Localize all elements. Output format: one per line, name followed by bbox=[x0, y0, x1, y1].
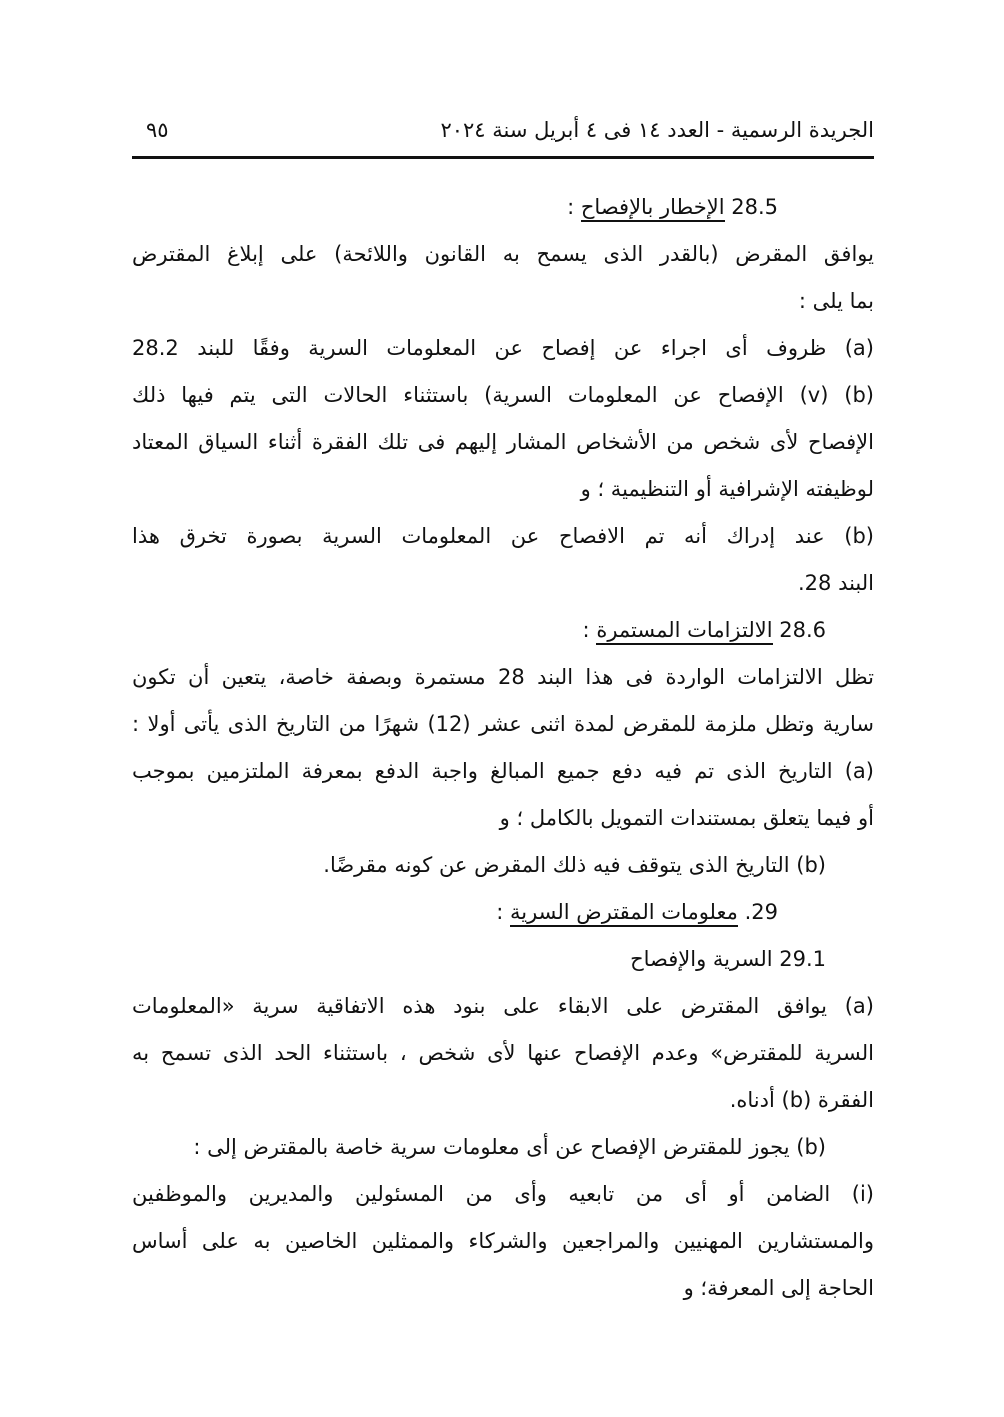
clause-line: (b) (v) الإفصاح عن المعلومات السرية) باستثناء الحالات التى يتم فيها ذلك bbox=[132, 383, 874, 407]
clause-line: (a) ظروف أى اجراء عن إفصاح عن المعلومات السرية وفقًا للبند 28.2 bbox=[132, 336, 874, 360]
paragraph-line: أو فيما يتعلق بمستندات التمويل بالكامل ؛ و bbox=[499, 806, 874, 830]
section-heading-28-5 bbox=[132, 184, 874, 231]
section-title: معلومات المقترض السرية bbox=[510, 900, 738, 927]
section-colon: : bbox=[582, 618, 590, 642]
paragraph-line: البند 28. bbox=[797, 571, 874, 595]
paragraph-line: يوافق المقرض (بالقدر الذى يسمح به القانون واللائحة) على إبلاغ المقترض bbox=[132, 242, 874, 266]
paragraph-line: الفقرة (b) أدناه. bbox=[729, 1088, 874, 1112]
document-body bbox=[132, 184, 874, 1312]
header-divider bbox=[132, 156, 874, 159]
paragraph-line: الحاجة إلى المعرفة؛ و bbox=[683, 1276, 874, 1300]
section-number: 29. bbox=[744, 900, 778, 924]
section-title: الالتزامات المستمرة bbox=[596, 618, 772, 645]
paragraph-line: بما يلى : bbox=[798, 289, 874, 313]
clause-line: (b) التاريخ الذى يتوقف فيه ذلك المقرض عن كونه مقرضًا. bbox=[323, 853, 826, 877]
section-colon: : bbox=[567, 195, 575, 219]
gazette-title: الجريدة الرسمية - العدد ١٤ فى ٤ أبريل سنة ٢٠٢٤ bbox=[440, 118, 874, 142]
paragraph-line: الإفصاح لأى شخص من الأشخاص المشار إليهم فى تلك الفقرة أثناء السياق المعتاد bbox=[132, 430, 874, 454]
clause-line: (i) الضامن أو أى من تابعيه وأى من المسئولين والمديرين والموظفين bbox=[132, 1182, 874, 1206]
section-colon: : bbox=[496, 900, 504, 924]
clause-line: (b) عند إدراك أنه تم الافصاح عن المعلومات السرية بصورة تخرق هذا bbox=[132, 524, 874, 548]
page-number: ٩٥ bbox=[146, 118, 169, 142]
section-heading-28-6 bbox=[132, 607, 874, 654]
paragraph-line: السرية للمقترض» وعدم الإفصاح عنها لأى شخص ، باستثناء الحد الذى تسمح به bbox=[132, 1041, 874, 1065]
section-number: 28.6 bbox=[779, 618, 826, 642]
paragraph-line: تظل الالتزامات الواردة فى هذا البند 28 مستمرة وبصفة خاصة، يتعين أن تكون bbox=[132, 665, 874, 689]
section-number: 28.5 bbox=[731, 195, 778, 219]
clause-line: (b) يجوز للمقترض الإفصاح عن أى معلومات سرية خاصة بالمقترض إلى : bbox=[193, 1135, 826, 1159]
paragraph-line: سارية وتظل ملزمة للمقرض لمدة اثنى عشر (12) شهرًا من التاريخ الذى يأتى أولا : bbox=[132, 712, 874, 736]
page-header bbox=[132, 112, 874, 152]
paragraph-line: لوظيفته الإشرافية أو التنظيمية ؛ و bbox=[580, 477, 874, 501]
clause-line: (a) التاريخ الذى تم فيه دفع جميع المبالغ واجبة الدفع بمعرفة الملتزمين بموجب bbox=[132, 759, 874, 783]
section-heading-29 bbox=[132, 889, 874, 936]
subsection-heading-29-1: 29.1 السرية والإفصاح bbox=[630, 947, 826, 971]
clause-line: (a) يوافق المقترض على الابقاء على بنود هذه الاتفاقية سرية «المعلومات bbox=[132, 994, 874, 1018]
section-title: الإخطار بالإفصاح bbox=[581, 195, 725, 222]
paragraph-line: والمستشارين المهنيين والمراجعين والشركاء والممثلين الخاصين به على أساس bbox=[132, 1229, 874, 1253]
